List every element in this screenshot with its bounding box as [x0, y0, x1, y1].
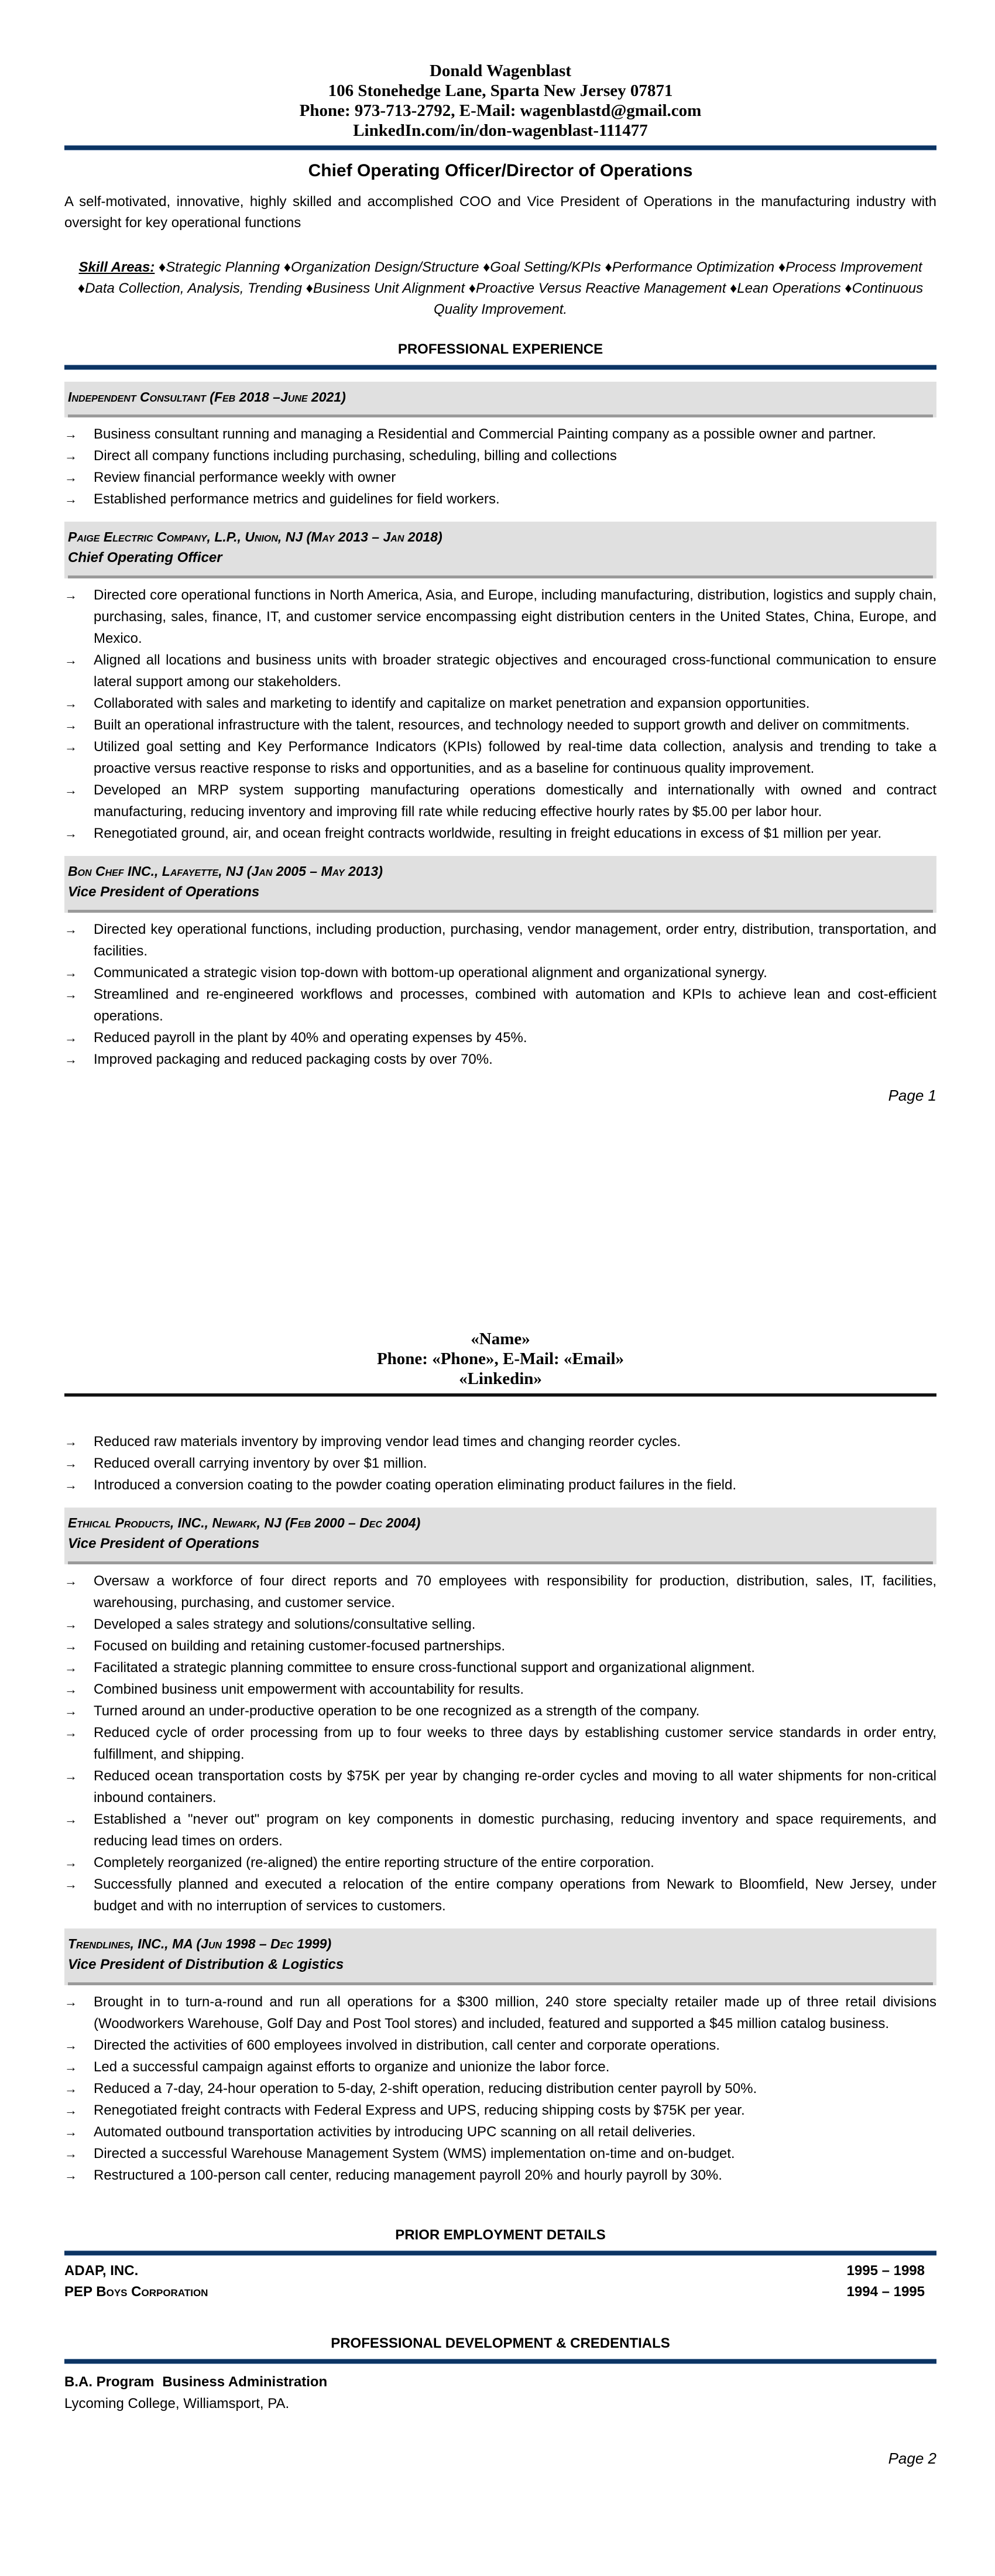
section-heading-experience: PROFESSIONAL EXPERIENCE — [397, 341, 603, 357]
bullet-text: Reduced raw materials inventory by improving vendor lead times and changing reorder cycles. — [94, 1434, 681, 1450]
bullet-text: Brought in to turn-a-round and run all operations for a $300 million, 240 store specialty retailer made up of three retail divisions (Woodworkers Warehouse, Golf Day and Post Tool stores) and included, featured and supported a $45 million catalog business. — [94, 1994, 936, 2032]
job-header — [64, 522, 936, 578]
bullet-item — [64, 1722, 936, 1765]
arrow-right-icon: → — [64, 922, 77, 937]
arrow-right-icon: → — [64, 1725, 77, 1740]
arrow-right-icon: → — [64, 965, 77, 980]
arrow-right-icon: → — [64, 1877, 77, 1892]
continued-bullets — [64, 1431, 936, 1496]
bullet-text: Communicated a strategic vision top-down with bottom-up operational alignment and organizational synergy. — [94, 965, 767, 981]
bullet-text: Turned around an under-productive operation to be one recognized as a strength of the company. — [94, 1703, 700, 1719]
arrow-right-icon: → — [64, 2060, 77, 2074]
bullet-item — [64, 1808, 936, 1852]
bullet-text: Directed core operational functions in North America, Asia, and Europe, including manufacturing, distribution, logistics and supply chain, purchasing, sales, finance, IT, and customer service encompassing eight distribution centers in the United States, China, Europe, and Mexico. — [94, 587, 936, 646]
bullet-text: Built an operational infrastructure with the talent, resources, and technology needed to support growth and deliver on commitments. — [94, 717, 910, 733]
arrow-right-icon: → — [64, 1812, 77, 1827]
arrow-right-icon: → — [64, 427, 77, 441]
arrow-right-icon: → — [64, 1769, 77, 1783]
bullet-text: Completely reorganized (re-aligned) the entire reporting structure of the entire corporation. — [94, 1855, 654, 1871]
page-number: Page 1 — [888, 1087, 936, 1104]
arrow-right-icon: → — [64, 1617, 77, 1632]
bullet-item — [64, 1635, 936, 1657]
arrow-right-icon: → — [64, 2125, 77, 2139]
bullet-text: Facilitated a strategic planning committee to ensure cross-functional support and organizational alignment. — [94, 1660, 755, 1676]
arrow-right-icon: → — [64, 1030, 77, 1045]
bullet-item — [64, 2078, 936, 2099]
contact-header-template — [64, 1329, 936, 1389]
bullet-item — [64, 1657, 936, 1678]
job-header — [64, 382, 936, 417]
bullet-text: Reduced overall carrying inventory by over $1 million. — [94, 1455, 427, 1471]
experience-list — [64, 1508, 936, 2186]
bullet-text: Improved packaging and reduced packaging costs by over 70%. — [94, 1051, 493, 1067]
prior-employment-list — [64, 2260, 936, 2303]
bullet-item — [64, 823, 936, 844]
arrow-right-icon: → — [64, 1574, 77, 1588]
prior-company: PEP Boys Corporation — [64, 2284, 208, 2300]
arrow-right-icon: → — [64, 492, 77, 506]
bullet-item — [64, 1852, 936, 1873]
bullet-text: Developed an MRP system supporting manufacturing operations domestically and internationally with owned and contract manufacturing, reducing inventory and improving fill rate while reducing effective hourly rates by $5.00 per labor hour. — [94, 782, 936, 820]
bullet-text: Streamlined and re-engineered workflows and processes, combined with automation and KPIs to achieve lean and cost-efficient operations. — [94, 986, 936, 1024]
name-placeholder: «Name» — [471, 1330, 530, 1348]
section-divider — [64, 365, 936, 370]
job-bullets — [64, 1570, 936, 1917]
arrow-right-icon: → — [64, 2103, 77, 2118]
arrow-right-icon: → — [64, 1704, 77, 1718]
bullet-text: Reduced payroll in the plant by 40% and operating expenses by 45%. — [94, 1030, 527, 1046]
summary: A self-motivated, innovative, highly skilled and accomplished COO and Vice President of Operations in the manufacturing industry with oversight for key operational functions — [64, 194, 936, 231]
section-divider — [64, 2359, 936, 2364]
bullet-item — [64, 2099, 936, 2121]
bullet-item — [64, 693, 936, 714]
prior-employment-row — [64, 2282, 936, 2303]
bullet-text: Oversaw a workforce of four direct reports and 70 employees with responsibility for production, distribution, sales, IT, facilities, warehousing, purchasing, and customer service. — [94, 1573, 936, 1611]
bullet-item — [64, 467, 936, 488]
bullet-text: Established a "never out" program on key components in domestic purchasing, reducing inventory and space requirements, and reducing lead times on orders. — [94, 1811, 936, 1849]
skill-areas-list: ♦Strategic Planning ♦Organization Design/Structure ♦Goal Setting/KPIs ♦Performance Optimization ♦Process Improvement ♦Data Collection, Analysis, Trending ♦Business Unit Alignment ♦Proactive Versus Reactive Management ♦Lean Operations ♦Continuous Quality Improvement. — [77, 259, 924, 317]
bullet-text: Review financial performance weekly with owner — [94, 470, 396, 485]
skill-areas — [64, 257, 936, 320]
experience-list — [64, 382, 936, 1070]
arrow-right-icon: → — [64, 1682, 77, 1697]
bullet-item — [64, 2056, 936, 2078]
bullet-item — [64, 1765, 936, 1808]
bullet-item — [64, 714, 936, 736]
job-company-dates: Bon Chef INC., Lafayette, NJ (Jan 2005 – May 2013) — [68, 864, 383, 879]
arrow-right-icon: → — [64, 2038, 77, 2053]
bullet-item — [64, 736, 936, 779]
bullet-item — [64, 445, 936, 467]
bullet-item — [64, 919, 936, 962]
bullet-text: Restructured a 100-person call center, reducing management payroll 20% and hourly payroll by 30%. — [94, 2167, 722, 2183]
job-bullets — [64, 584, 936, 844]
contact-header — [64, 61, 936, 141]
arrow-right-icon: → — [64, 2168, 77, 2183]
contact-placeholder: Phone: «Phone», E-Mail: «Email» — [376, 1349, 625, 1368]
arrow-right-icon: → — [64, 2081, 77, 2096]
arrow-right-icon: → — [64, 470, 77, 485]
arrow-right-icon: → — [64, 826, 77, 841]
candidate-name: Donald Wagenblast — [429, 61, 571, 80]
job-divider — [68, 415, 933, 417]
bullet-text: Aligned all locations and business units with broader strategic objectives and encouraged cross-functional communication to ensure lateral support among our stakeholders. — [94, 652, 936, 690]
degree: B.A. Program — [64, 2374, 155, 2390]
bullet-text: Automated outbound transportation activities by introducing UPC scanning on all retail deliveries. — [94, 2124, 696, 2140]
bullet-item — [64, 1678, 936, 1700]
bullet-text: Direct all company functions including purchasing, scheduling, billing and collections — [94, 448, 617, 464]
job-role: Vice President of Operations — [68, 884, 260, 900]
bullet-text: Renegotiated freight contracts with Federal Express and UPS, reducing shipping costs by $75K per year. — [94, 2102, 745, 2118]
bullet-text: Focused on building and retaining customer-focused partnerships. — [94, 1638, 506, 1654]
bullet-item — [64, 984, 936, 1027]
resume-title: Chief Operating Officer/Director of Operations — [308, 161, 693, 180]
prior-employment-row — [64, 2260, 936, 2282]
bullet-item — [64, 1431, 936, 1453]
bullet-item — [64, 1700, 936, 1722]
bullet-item — [64, 2034, 936, 2056]
bullet-item — [64, 584, 936, 649]
bullet-text: Collaborated with sales and marketing to identify and capitalize on market penetration and expansion opportunities. — [94, 696, 810, 711]
bullet-text: Renegotiated ground, air, and ocean freight contracts worldwide, resulting in freight educations in excess of $1 million per year. — [94, 825, 882, 841]
arrow-right-icon: → — [64, 718, 77, 732]
bullet-item — [64, 423, 936, 445]
arrow-right-icon: → — [64, 1052, 77, 1067]
bullet-text: Reduced cycle of order processing from up to four weeks to three days by establishing customer service standards in order entry, fulfillment, and shipping. — [94, 1725, 936, 1762]
job-role: Vice President of Operations — [68, 1536, 260, 1551]
bullet-item — [64, 1027, 936, 1049]
job-company-dates: Trendlines, INC., MA (Jun 1998 – Dec 1999) — [68, 1936, 332, 1951]
bullet-item — [64, 649, 936, 693]
resume-page-2 — [64, 1329, 936, 2468]
section-divider — [64, 2250, 936, 2256]
arrow-right-icon: → — [64, 783, 77, 797]
arrow-right-icon: → — [64, 1478, 77, 1492]
bullet-text: Introduced a conversion coating to the powder coating operation eliminating product failures in the field. — [94, 1477, 737, 1493]
job-company-dates: Ethical Products, INC., Newark, NJ (Feb 2000 – Dec 2004) — [68, 1515, 421, 1530]
job-header — [64, 1928, 936, 1985]
bullet-text: Combined business unit empowerment with accountability for results. — [94, 1681, 524, 1697]
bullet-text: Utilized goal setting and Key Performance Indicators (KPIs) followed by real-time data collection, analysis and trending to take a proactive versus reactive response to risks and opportunities, and as a baseline for continuous quality improvement. — [94, 739, 936, 776]
header-divider — [64, 1393, 936, 1397]
bullet-item — [64, 962, 936, 984]
job-bullets — [64, 423, 936, 510]
job-role: Vice President of Distribution & Logistics — [68, 1957, 344, 1972]
arrow-right-icon: → — [64, 739, 77, 754]
bullet-text: Reduced ocean transportation costs by $75K per year by changing re-order cycles and moving to all water shipments for non-critical inbound containers. — [94, 1768, 936, 1806]
section-heading-education: PROFESSIONAL DEVELOPMENT & CREDENTIALS — [331, 2335, 670, 2351]
job-header — [64, 1508, 936, 1564]
bullet-text: Directed the activities of 600 employees involved in distribution, call center and corporate operations. — [94, 2037, 720, 2053]
arrow-right-icon: → — [64, 1995, 77, 2009]
arrow-right-icon: → — [64, 1660, 77, 1675]
prior-company: ADAP, INC. — [64, 2263, 139, 2279]
bullet-text: Successfully planned and executed a relocation of the entire company operations from Newark to Bloomfield, New Jersey, under budget and with no interruption of services to customers. — [94, 1876, 936, 1914]
arrow-right-icon: → — [64, 1434, 77, 1449]
address: 106 Stonehedge Lane, Sparta New Jersey 07871 — [328, 81, 673, 100]
bullet-text: Developed a sales strategy and solutions/consultative selling. — [94, 1616, 476, 1632]
prior-years: 1994 – 1995 — [846, 2284, 925, 2300]
header-divider — [64, 145, 936, 150]
bullet-item — [64, 2143, 936, 2164]
bullet-text: Directed a successful Warehouse Management System (WMS) implementation on-time and on-budget. — [94, 2146, 735, 2161]
bullet-item — [64, 1474, 936, 1496]
bullet-item — [64, 1991, 936, 2034]
arrow-right-icon: → — [64, 2146, 77, 2161]
arrow-right-icon: → — [64, 1855, 77, 1870]
resume-page-1 — [64, 61, 936, 1105]
job-divider — [68, 1561, 933, 1564]
bullet-item — [64, 1049, 936, 1070]
arrow-right-icon: → — [64, 448, 77, 463]
job-company-dates: Paige Electric Company, L.P., Union, NJ (May 2013 – Jan 2018) — [68, 529, 442, 544]
bullet-item — [64, 1453, 936, 1474]
bullet-item — [64, 2121, 936, 2143]
bullet-item — [64, 2164, 936, 2186]
job-bullets — [64, 1991, 936, 2186]
job-header — [64, 856, 936, 913]
degree-line — [64, 2371, 936, 2393]
bullet-item — [64, 1614, 936, 1635]
arrow-right-icon: → — [64, 1639, 77, 1653]
bullet-item — [64, 1570, 936, 1614]
bullet-text: Led a successful campaign against efforts to organize and unionize the labor force. — [94, 2059, 610, 2075]
job-company-dates: Independent Consultant (Feb 2018 –June 2021) — [68, 389, 346, 405]
prior-years: 1995 – 1998 — [846, 2263, 925, 2279]
bullet-item — [64, 1873, 936, 1917]
bullet-item — [64, 779, 936, 823]
arrow-right-icon: → — [64, 1456, 77, 1471]
job-divider — [68, 910, 933, 913]
skill-areas-label: Skill Areas: — [78, 259, 155, 275]
job-bullets — [64, 919, 936, 1070]
school: Lycoming College, Williamsport, PA. — [64, 2396, 290, 2411]
job-divider — [68, 576, 933, 578]
arrow-right-icon: → — [64, 696, 77, 711]
bullet-item — [64, 488, 936, 510]
linkedin-placeholder: «Linkedin» — [459, 1369, 542, 1388]
phone-email: Phone: 973-713-2792, E-Mail: wagenblastd@gmail.com — [299, 101, 702, 120]
field-of-study: Business Administration — [162, 2374, 328, 2390]
job-divider — [68, 1982, 933, 1985]
page-number: Page 2 — [888, 2450, 936, 2467]
arrow-right-icon: → — [64, 588, 77, 602]
linkedin-url: LinkedIn.com/in/don-wagenblast-111477 — [353, 121, 648, 140]
section-heading-prior: PRIOR EMPLOYMENT DETAILS — [395, 2227, 606, 2243]
arrow-right-icon: → — [64, 987, 77, 1002]
bullet-text: Established performance metrics and guidelines for field workers. — [94, 491, 500, 507]
job-role: Chief Operating Officer — [68, 550, 222, 566]
bullet-text: Business consultant running and managing a Residential and Commercial Painting company as a possible owner and partner. — [94, 426, 876, 442]
bullet-text: Reduced a 7-day, 24-hour operation to 5-day, 2-shift operation, reducing distribution center payroll by 50%. — [94, 2081, 757, 2097]
bullet-text: Directed key operational functions, including production, purchasing, vendor management, order entry, distribution, transportation, and facilities. — [94, 922, 936, 959]
arrow-right-icon: → — [64, 653, 77, 667]
